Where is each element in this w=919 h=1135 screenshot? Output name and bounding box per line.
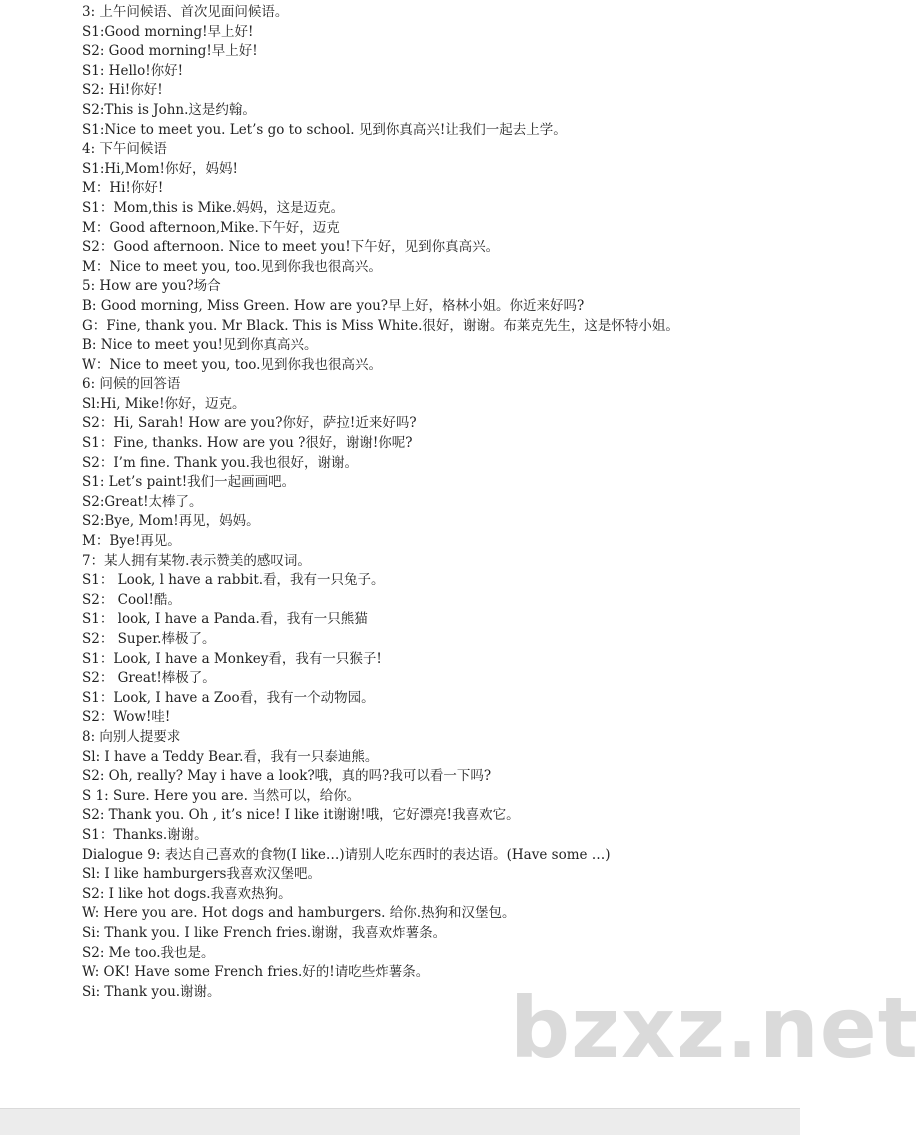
text-line: S2: Thank you. Oh , it’s nice! I like it谢谢!哦，它好漂亮!我喜欢它。 [82,807,520,824]
text-line: Sl: I have a Teddy Bear.看，我有一只泰迪熊。 [82,748,379,765]
section-heading: 8: 向别人提要求 [82,728,181,745]
text-line: G：Fine, thank you. Mr Black. This is Miss White.很好，谢谢。布莱克先生，这是怀特小姐。 [82,317,679,334]
section-heading: 7：某人拥有某物.表示赞美的感叹词。 [82,552,311,569]
text-line: Si: Thank you. I like French fries.谢谢，我喜欢炸薯条。 [82,924,447,941]
text-line: S2： Super.棒极了。 [82,631,216,647]
section-heading: 4: 下午问候语 [82,141,167,158]
text-line: S1:Nice to meet you. Let’s go to school. 见到你真高兴!让我们一起去上学。 [82,121,567,138]
text-line: S2: Good morning!早上好! [82,43,258,60]
text-line: S2： Great!棒极了。 [82,670,216,687]
text-line: M：Good afternoon,Mike.下午好，迈克 [82,219,340,236]
text-line: S2： Cool!酷。 [82,591,181,608]
text-line: S2: I like hot dogs.我喜欢热狗。 [82,885,292,902]
text-line: S1:Good morning!早上好! [82,23,254,40]
text-line: S2：Hi, Sarah! How are you?你好，萨拉!近来好吗? [82,415,417,432]
section-heading: 6: 问候的回答语 [82,376,181,393]
text-line: S2:Great!太棒了。 [82,493,203,510]
text-line: Sl: I like hamburgers我喜欢汉堡吧。 [82,866,321,883]
text-line: S1：Look, I have a Zoo看，我有一个动物园。 [82,689,375,706]
text-line: S1： Look, l have a rabbit.看，我有一只兔子。 [82,572,385,589]
text-line: S2: Me too.我也是。 [82,944,215,961]
text-line: S2: Oh, really? May i have a look?哦，真的吗?我可以看一下吗? [82,768,492,785]
section-heading: 5: How are you?场合 [82,278,221,295]
text-line: S1: Let’s paint!我们一起画画吧。 [82,474,296,491]
text-line: S1： look, I have a Panda.看，我有一只熊猫 [82,611,368,628]
text-line: S2: Hi!你好! [82,82,163,99]
text-line: S2：Wow!哇! [82,709,171,726]
text-line: Si: Thank you.谢谢。 [82,983,221,1000]
text-line: B: Nice to meet you!见到你真高兴。 [82,337,318,354]
text-line: M：Hi!你好! [82,180,164,197]
text-line: S2:Bye, Mom!再见，妈妈。 [82,513,260,530]
text-line: M：Bye!再见。 [82,533,181,550]
text-line: S 1: Sure. Here you are. 当然可以，给你。 [82,787,361,804]
watermark-logo: bzxz.net [510,979,919,1077]
text-line: B: Good morning, Miss Green. How are you?早上好，格林小姐。你近来好吗? [82,297,585,314]
text-line: S1：Thanks.谢谢。 [82,826,208,843]
text-line: S2：I’m fine. Thank you.我也很好，谢谢。 [82,454,358,471]
dialogue-text [82,3,722,1002]
text-line: S1:Hi,Mom!你好，妈妈! [82,160,238,177]
text-line: Sl:Hi, Mike!你好，迈克。 [82,395,246,412]
text-line: S1：Fine, thanks. How are you ?很好，谢谢!你呢? [82,435,413,452]
text-line: S1: Hello!你好! [82,62,184,79]
section-heading: Dialogue 9: 表达自己喜欢的食物(I like…)请别人吃东西时的表达语。(Have some …) [82,846,611,863]
text-line: S1：Mom,this is Mike.妈妈，这是迈克。 [82,199,345,216]
text-line: 3: 上午问候语、首次见面问候语。 [82,4,289,20]
text-line: W: OK! Have some French fries.好的!请吃些炸薯条。 [82,964,430,981]
text-line: S2：Good afternoon. Nice to meet you!下午好，见到你真高兴。 [82,239,500,256]
text-line: W：Nice to meet you, too.见到你我也很高兴。 [82,356,382,373]
page-footer-strip [0,1108,800,1135]
text-line: M：Nice to meet you, too.见到你我也很高兴。 [82,258,382,275]
text-line: S2:This is John.这是约翰。 [82,101,256,118]
text-line: S1：Look, I have a Monkey看，我有一只猴子! [82,650,382,667]
text-line: W: Here you are. Hot dogs and hamburgers. 给你.热狗和汉堡包。 [82,905,516,922]
